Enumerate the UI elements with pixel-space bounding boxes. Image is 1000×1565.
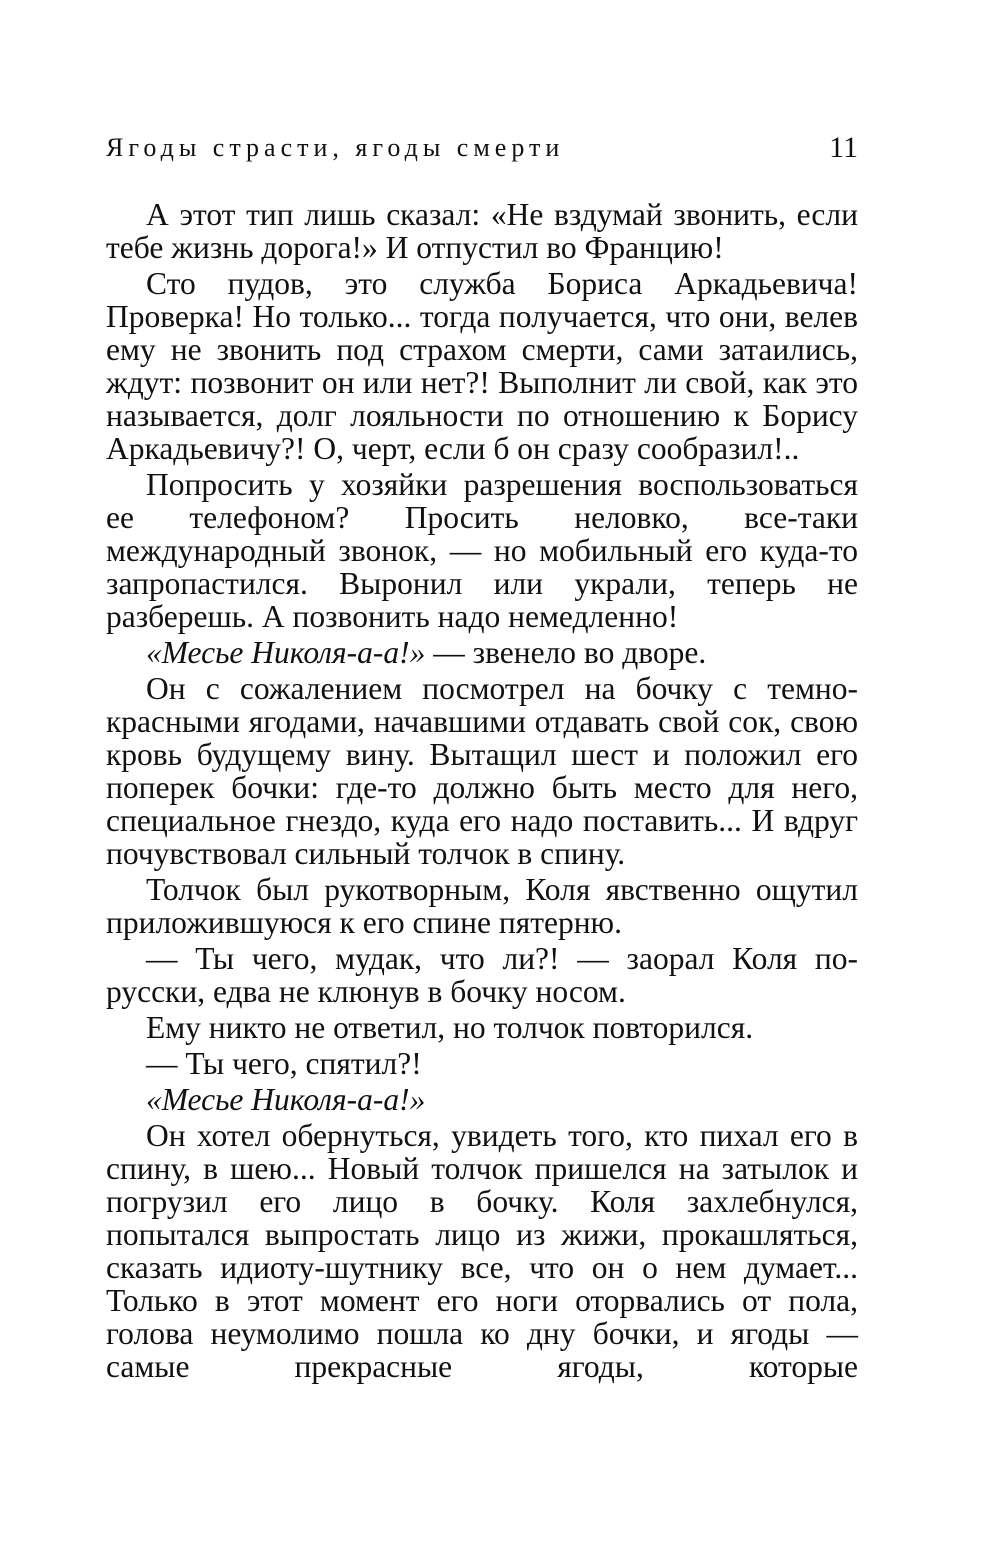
running-header [106, 130, 858, 170]
paragraph-9: — Ты чего, спятил?! [146, 1046, 422, 1081]
paragraph-7: — Ты чего, мудак, что ли?! — заорал Коля по-русски, едва не клюнув в бочку носом. [106, 941, 858, 1009]
paragraph-10: «Месье Николя-а-а!» [146, 1082, 426, 1117]
running-title: Ягоды страсти, ягоды смерти [106, 133, 565, 162]
paragraph-4: «Месье Николя-а-а!» — звенело во дворе. [146, 635, 707, 670]
paragraph-6: Толчок был рукотворным, Коля явственно ощутил приложившуюся к его спине пятерню. [106, 872, 858, 940]
paragraph-5: Он с сожалением посмотрел на бочку с темно-красными ягодами, начавшими отдавать свой сок, свою кровь будущему вину. Вытащил шест и положил его поперек бочки: где-то должно быть место для него, специальное гнездо, куда его надо поставить... И вдруг почувствовал сильный толчок в спину. [106, 671, 858, 871]
paragraph-1: А этот тип лишь сказал: «Не вздумай звонить, если тебе жизнь дорога!» И отпустил во Францию! [106, 197, 858, 265]
page-number: 11 [829, 131, 858, 164]
paragraph-3: Попросить у хозяйки разрешения воспользоваться ее телефоном? Просить неловко, все-таки международный звонок, — но мобильный его куда-то запропастился. Выронил или украли, теперь не разберешь. А позвонить надо немедленно! [106, 467, 858, 634]
paragraph-8: Ему никто не ответил, но толчок повторился. [146, 1010, 754, 1045]
body-text [106, 198, 858, 1383]
paragraph-2: Сто пудов, это служба Бориса Аркадьевича! Проверка! Но только... тогда получается, что они, велев ему не звонить под страхом смерти, сами затаились, ждут: позвонит он или нет?! Выполнит ли свой, как это называется, долг лояльности по отношению к Борису Аркадьевичу?! О, черт, если б он сразу сообразил!.. [106, 266, 858, 466]
paragraph-11: Он хотел обернуться, увидеть того, кто пихал его в спину, в шею... Новый толчок пришелся на затылок и погрузил его лицо в бочку. Коля захлебнулся, попытался выпростать лицо из жижи, прокашляться, сказать идиоту-шутнику все, что он о нем думает... Только в этот момент его ноги оторвались от пола, голова неумолимо пошла ко дну бочки, и ягоды — самые прекрасные ягоды, которые [106, 1118, 858, 1384]
